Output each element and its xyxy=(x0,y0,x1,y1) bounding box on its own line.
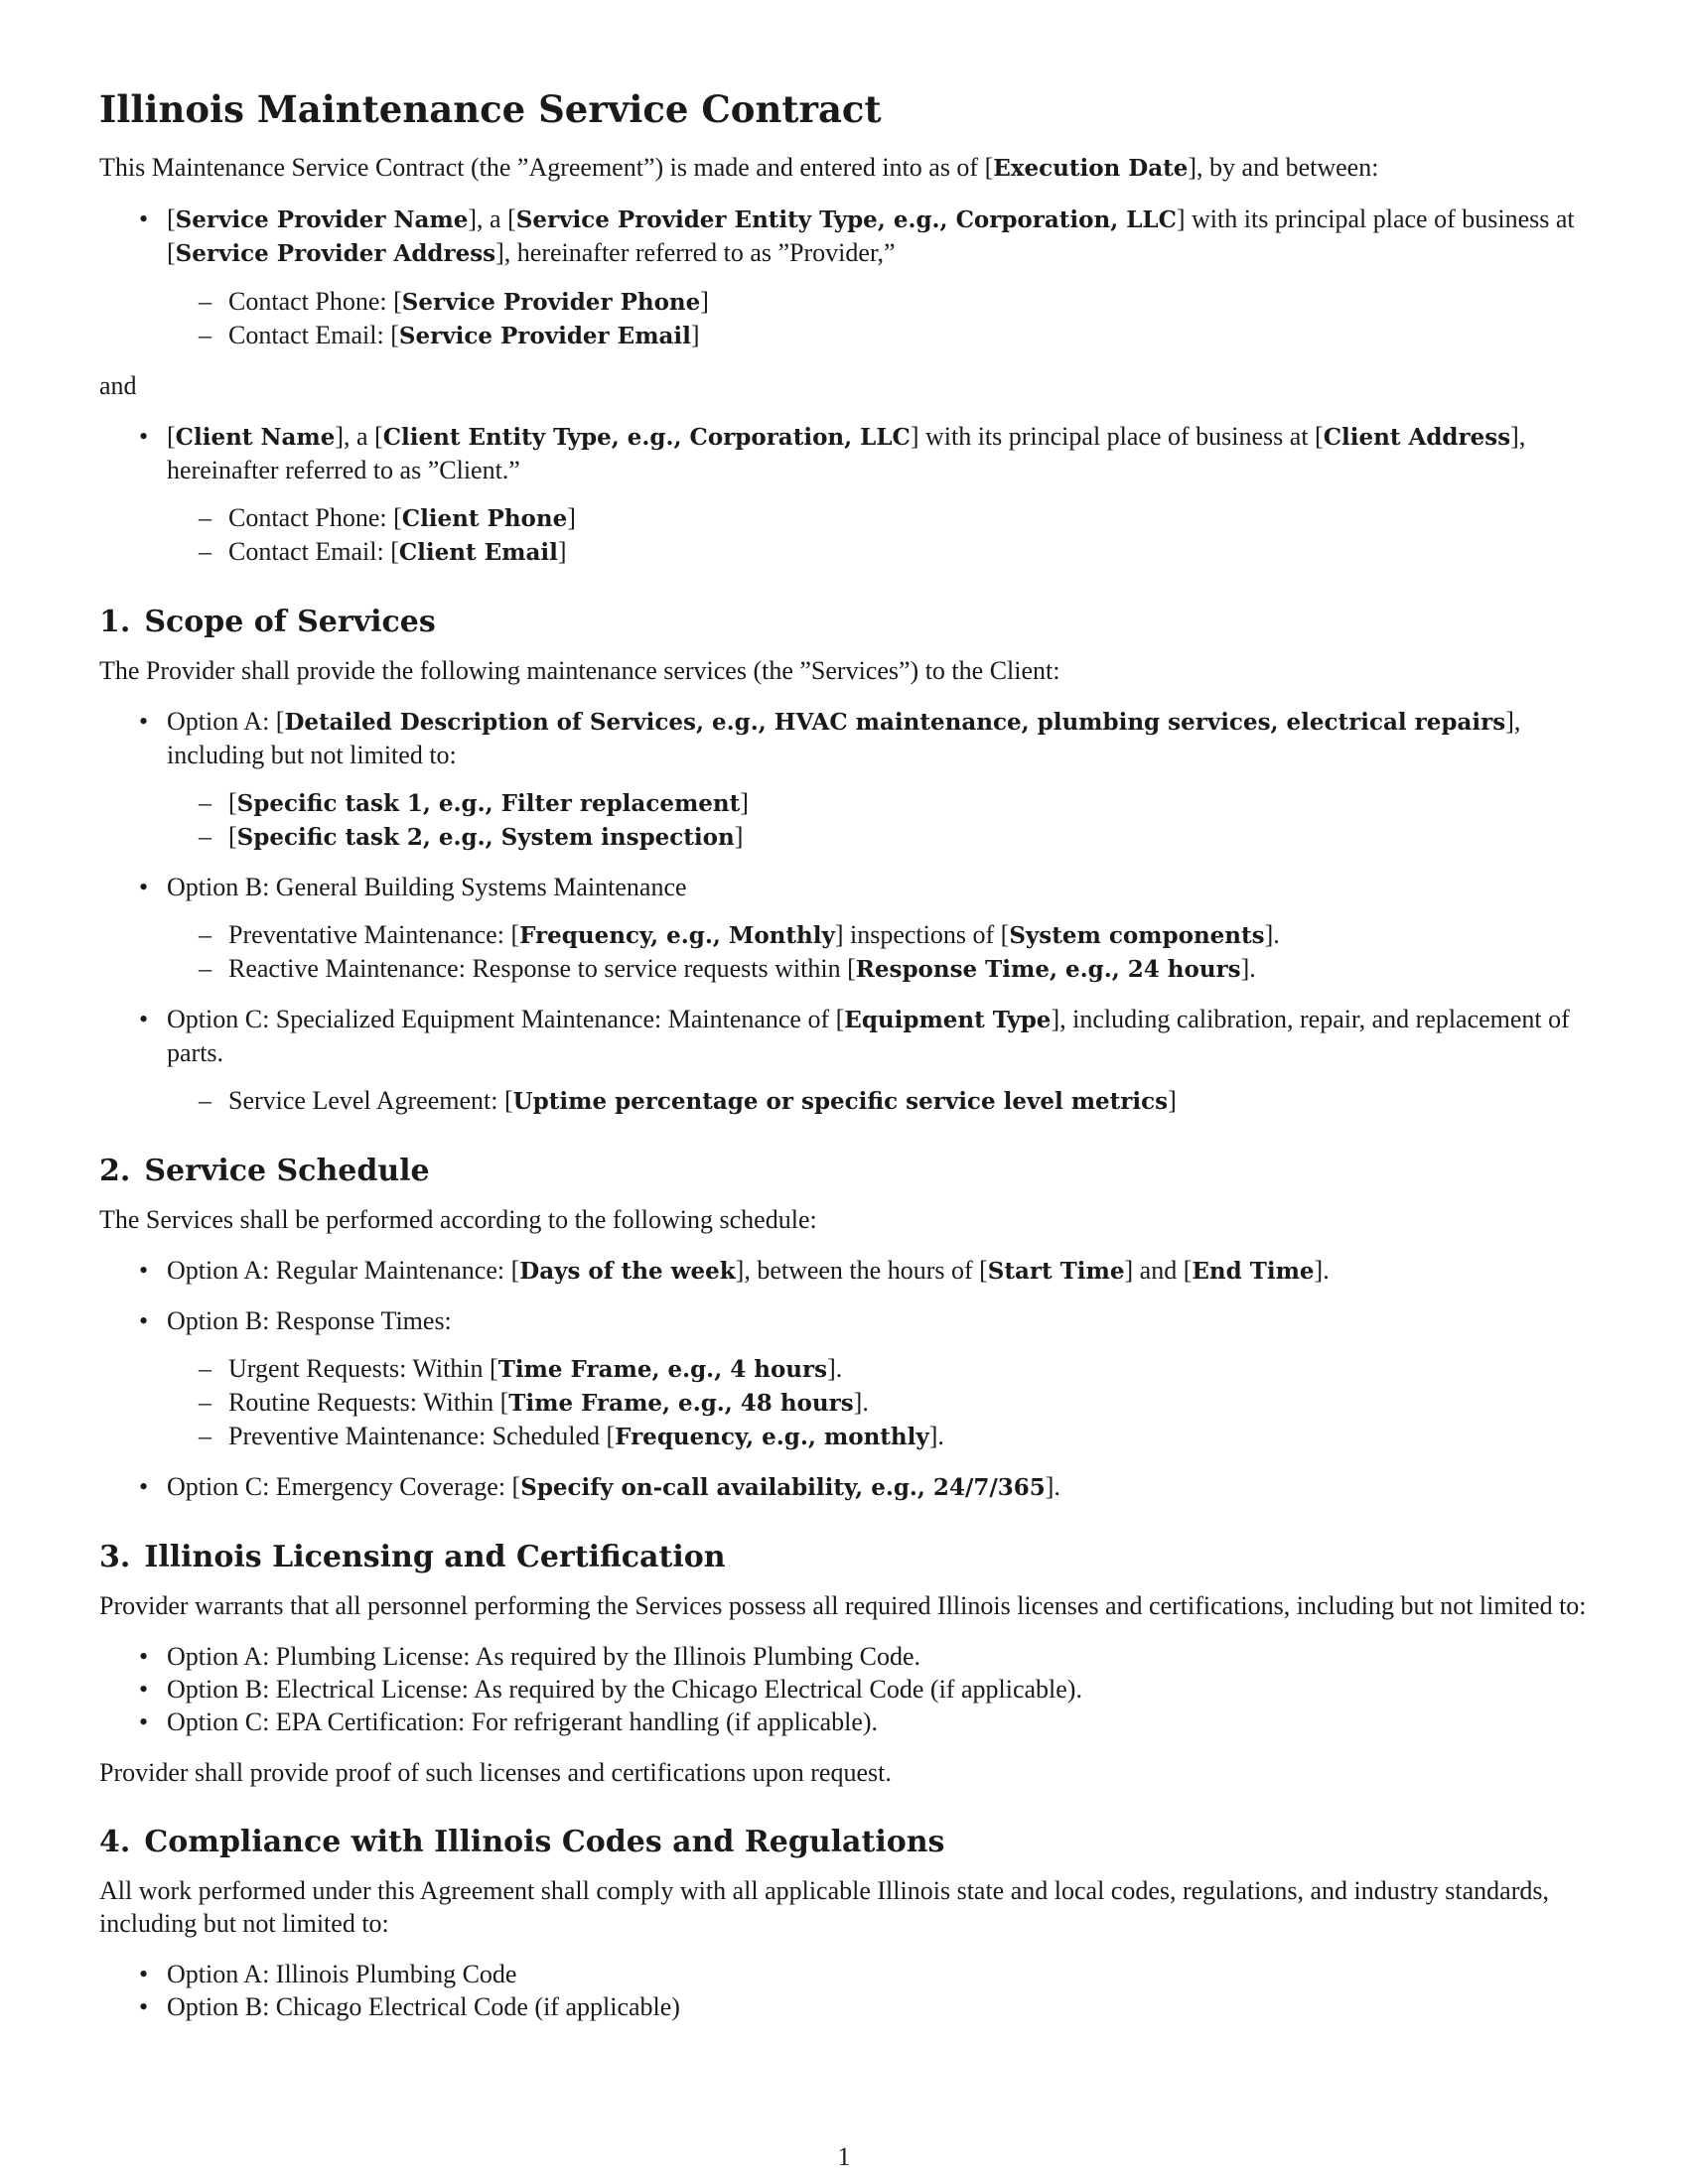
and-text: and xyxy=(99,371,137,400)
client-name-field: Client Name xyxy=(175,424,336,451)
intro-text: This Maintenance Service Contract (the ”Agreement”) is made and entered into as of [ xyxy=(99,153,994,182)
s2-response-list xyxy=(167,1352,1589,1453)
execution-date-field: Execution Date xyxy=(993,155,1189,182)
s1-maintenance-list xyxy=(167,918,1589,986)
s2-urgent: – Urgent Requests: Within [Time Frame, e.g., 4 hours]. xyxy=(228,1352,1589,1386)
provider-contact-list xyxy=(167,285,1589,352)
client-entity-field: Client Entity Type, e.g., Corporation, LLC xyxy=(382,424,911,451)
s1-task-1: – [Specific task 1, e.g., Filter replacement] xyxy=(228,786,1589,820)
s2-routine: – Routine Requests: Within [Time Frame, e.g., 48 hours]. xyxy=(228,1386,1589,1420)
provider-email-item: – Contact Email: [Service Provider Email] xyxy=(228,319,1589,352)
section-4-list xyxy=(99,1958,1589,2023)
client-phone-item: – Contact Phone: [Client Phone] xyxy=(228,501,1589,535)
provider-item: • [Service Provider Name], a [Service Provider Entity Type, e.g., Corporation, LLC] with its principal place of business at [Service Provider Address], hereinafter referred to as ”Provider,” – Contact Phone: [Service Provider Phone] – Contact Email: [Service Provider Email] xyxy=(167,203,1589,352)
s1-reactive: – Reactive Maintenance: Response to service requests within [Response Time, e.g., 24 hours]. xyxy=(228,952,1589,986)
s2-option-a: • Option A: Regular Maintenance: [Days of the week], between the hours of [Start Time] and [End Time]. xyxy=(167,1254,1589,1288)
section-4-heading: 4. Compliance with Illinois Codes and Regulations xyxy=(99,1825,945,1859)
client-address-field: Client Address xyxy=(1323,424,1511,451)
provider-phone-field: Service Provider Phone xyxy=(401,289,701,316)
list-item: • Option A: Illinois Plumbing Code xyxy=(167,1958,1589,1990)
section-2-options xyxy=(99,1254,1589,1504)
section-3-list xyxy=(99,1640,1589,1738)
s1-option-a: • Option A: [Detailed Description of Services, e.g., HVAC maintenance, plumbing services, electrical repairs], including but not limited to: – [Specific task 1, e.g., Filter replacement] – [Specific task 2, e.g., System inspection] xyxy=(167,705,1589,854)
document-title: Illinois Maintenance Service Contract xyxy=(99,87,882,131)
client-contact-list xyxy=(167,501,1589,569)
s1-task-list xyxy=(167,786,1589,854)
provider-entity-field: Service Provider Entity Type, e.g., Corporation, LLC xyxy=(515,206,1177,233)
section-1-heading: 1. Scope of Services xyxy=(99,605,436,639)
list-item: • Option C: EPA Certification: For refrigerant handling (if applicable). xyxy=(167,1706,1589,1738)
client-phone-field: Client Phone xyxy=(401,505,568,532)
section-1-options xyxy=(99,705,1589,1118)
section-2-intro: The Services shall be performed according to the following schedule: xyxy=(99,1205,817,1234)
client-email-item: – Contact Email: [Client Email] xyxy=(228,535,1589,569)
provider-phone-item: – Contact Phone: [Service Provider Phone] xyxy=(228,285,1589,319)
s1-preventative: – Preventative Maintenance: [Frequency, e.g., Monthly] inspections of [System components]. xyxy=(228,918,1589,952)
list-item: • Option B: Electrical License: As required by the Chicago Electrical Code (if applicable). xyxy=(167,1673,1589,1706)
section-3-intro: Provider warrants that all personnel performing the Services possess all required Illinois licenses and certifications, including but not limited to: xyxy=(99,1591,1587,1620)
client-email-field: Client Email xyxy=(398,539,558,566)
section-4-intro: All work performed under this Agreement shall comply with all applicable Illinois state and local codes, regulations, and industry standards, including but not limited to: xyxy=(99,1876,1549,1938)
s1-option-b: • Option B: General Building Systems Maintenance – Preventative Maintenance: [Frequency, e.g., Monthly] inspections of [System components]. – Reactive Maintenance: Response to service requests within [Response Time, e.g., 24 hours]. xyxy=(167,871,1589,986)
section-3-heading: 3. Illinois Licensing and Certification xyxy=(99,1540,726,1574)
section-2-heading: 2. Service Schedule xyxy=(99,1154,430,1188)
s2-option-c: • Option C: Emergency Coverage: [Specify on-call availability, e.g., 24/7/365]. xyxy=(167,1470,1589,1504)
section-1-intro: The Provider shall provide the following maintenance services (the ”Services”) to the Client: xyxy=(99,656,1060,685)
list-item: • Option B: Chicago Electrical Code (if applicable) xyxy=(167,1990,1589,2023)
intro-text-end: ], by and between: xyxy=(1188,153,1379,182)
s1-option-c: • Option C: Specialized Equipment Maintenance: Maintenance of [Equipment Type], including calibration, repair, and replacement of parts. – Service Level Agreement: [Uptime percentage or specific service level metrics] xyxy=(167,1003,1589,1118)
provider-address-field: Service Provider Address xyxy=(175,240,496,267)
provider-name-field: Service Provider Name xyxy=(175,206,469,233)
s2-preventive: – Preventive Maintenance: Scheduled [Frequency, e.g., monthly]. xyxy=(228,1420,1589,1453)
client-list xyxy=(99,420,1589,569)
client-item: • [Client Name], a [Client Entity Type, e.g., Corporation, LLC] with its principal place of business at [Client Address], hereinafter referred to as ”Client.” – Contact Phone: [Client Phone] – Contact Email: [Client Email] xyxy=(167,420,1589,569)
s1-sla: – Service Level Agreement: [Uptime percentage or specific service level metrics] xyxy=(228,1084,1589,1118)
provider-list xyxy=(99,203,1589,352)
s1-services-field: Detailed Description of Services, e.g., HVAC maintenance, plumbing services, electrical repairs xyxy=(284,709,1506,736)
list-item: • Option A: Plumbing License: As required by the Illinois Plumbing Code. xyxy=(167,1640,1589,1673)
s1-sla-list xyxy=(167,1084,1589,1118)
s2-option-b: • Option B: Response Times: – Urgent Requests: Within [Time Frame, e.g., 4 hours]. – Routine Requests: Within [Time Frame, e.g., 48 hours]. – Preventive Maintenance: Scheduled [Frequency, e.g., monthly]. xyxy=(167,1304,1589,1453)
intro-paragraph xyxy=(99,151,1589,185)
section-3-outro: Provider shall provide proof of such licenses and certifications upon request. xyxy=(99,1758,892,1787)
page-number: 1 xyxy=(837,2142,851,2171)
s1-task-2: – [Specific task 2, e.g., System inspection] xyxy=(228,820,1589,854)
document-page xyxy=(99,85,1589,2023)
provider-email-field: Service Provider Email xyxy=(398,323,691,349)
